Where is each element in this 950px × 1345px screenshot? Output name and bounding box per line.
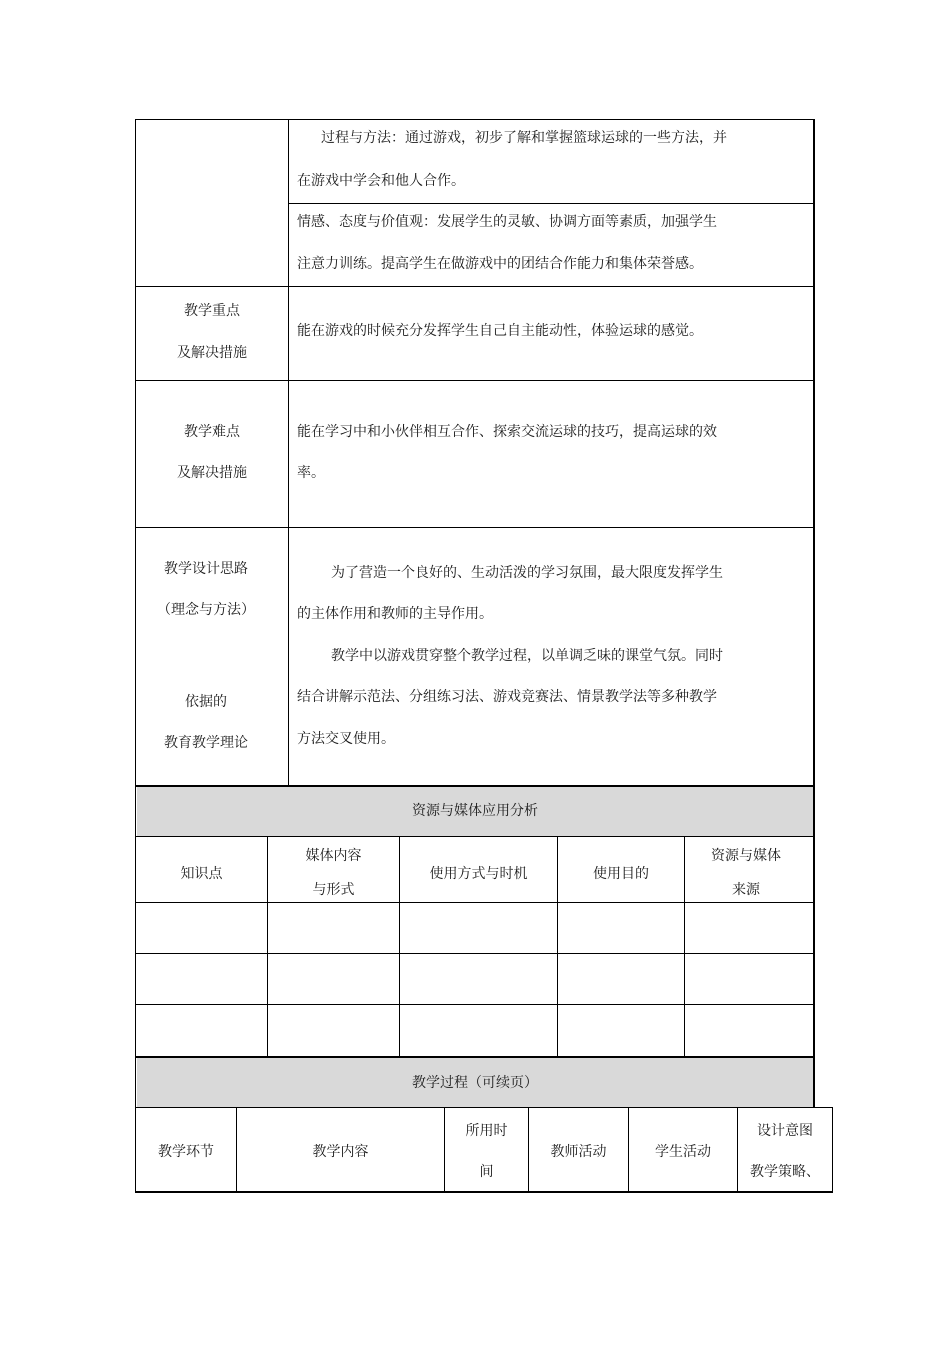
border-right	[813, 119, 815, 1108]
rule	[135, 902, 815, 903]
design-label-line1: 教学设计思路	[164, 561, 248, 577]
rule	[135, 286, 815, 287]
rule	[267, 836, 268, 1056]
key-points-content: 能在游戏的时候充分发挥学生自己自主能动性，体验运球的感觉。	[297, 323, 703, 339]
media-title: 资源与媒体应用分析	[412, 803, 538, 819]
rule	[135, 119, 815, 120]
process-title: 教学过程（可续页）	[412, 1075, 538, 1091]
media-col-knowledge: 知识点	[180, 866, 223, 882]
design-label-line4: 教育教学理论	[164, 735, 248, 751]
media-col-content-line2: 与形式	[312, 882, 355, 898]
emotion-objective-line2: 注意力训练。提高学生在做游戏中的团结合作能力和集体荣誉感。	[297, 256, 703, 272]
rule	[737, 1107, 738, 1192]
process-col-time-line1: 所用时	[465, 1123, 508, 1139]
design-p2-line2: 结合讲解示范法、分组练习法、游戏竞赛法、情景教学法等多种教学	[297, 689, 717, 705]
media-col-source-line2: 来源	[732, 882, 760, 898]
media-col-purpose: 使用目的	[593, 866, 649, 882]
rule	[832, 1107, 833, 1192]
design-p2-line1: 教学中以游戏贯穿整个教学过程，以单调乏味的课堂气氛。同时	[331, 648, 723, 664]
rule	[135, 953, 815, 954]
rule	[135, 836, 815, 837]
design-label-line3: 依据的	[185, 694, 227, 710]
rule	[135, 1191, 833, 1193]
border-left	[135, 119, 136, 1193]
process-col-student: 学生活动	[655, 1144, 711, 1160]
rule	[135, 1107, 833, 1108]
rule	[135, 527, 815, 528]
media-col-source-line1: 资源与媒体	[711, 848, 781, 864]
process-objective-line2: 在游戏中学会和他人合作。	[297, 173, 465, 189]
rule	[444, 1107, 445, 1192]
difficulties-label-line1: 教学难点	[184, 424, 240, 440]
process-col-stage: 教学环节	[158, 1144, 214, 1160]
media-col-usage: 使用方式与时机	[429, 866, 528, 882]
difficulties-label-line2: 及解决措施	[177, 465, 247, 481]
process-col-time-line2: 间	[479, 1164, 494, 1180]
emotion-objective-line1: 情感、态度与价值观：发展学生的灵敏、协调方面等素质，加强学生	[297, 214, 717, 230]
rule	[289, 203, 814, 204]
design-label-line2: （理念与方法）	[157, 602, 255, 618]
rule	[135, 785, 815, 787]
rule	[135, 1004, 815, 1005]
design-p1-line1: 为了营造一个良好的、生动活泼的学习氛围，最大限度发挥学生	[331, 565, 723, 581]
key-points-label-line1: 教学重点	[184, 303, 240, 319]
process-col-content: 教学内容	[312, 1144, 369, 1160]
process-objective-line1: 过程与方法：通过游戏，初步了解和掌握篮球运球的一些方法，并	[321, 130, 727, 146]
process-col-intent-line1: 设计意图	[757, 1123, 813, 1139]
rule	[135, 1056, 815, 1058]
key-points-label-line2: 及解决措施	[177, 345, 247, 361]
process-col-teacher: 教师活动	[550, 1144, 607, 1160]
rule	[288, 119, 289, 786]
difficulties-content-line1: 能在学习中和小伙伴相互合作、探索交流运球的技巧，提高运球的效	[297, 424, 717, 440]
difficulties-content-line2: 率。	[297, 465, 325, 481]
rule	[684, 836, 685, 1056]
design-p1-line2: 的主体作用和教师的主导作用。	[297, 606, 493, 622]
process-col-intent-line2: 教学策略、	[750, 1164, 820, 1180]
media-col-content-line1: 媒体内容	[305, 848, 362, 864]
rule	[135, 380, 815, 381]
design-p2-line3: 方法交叉使用。	[297, 731, 395, 747]
